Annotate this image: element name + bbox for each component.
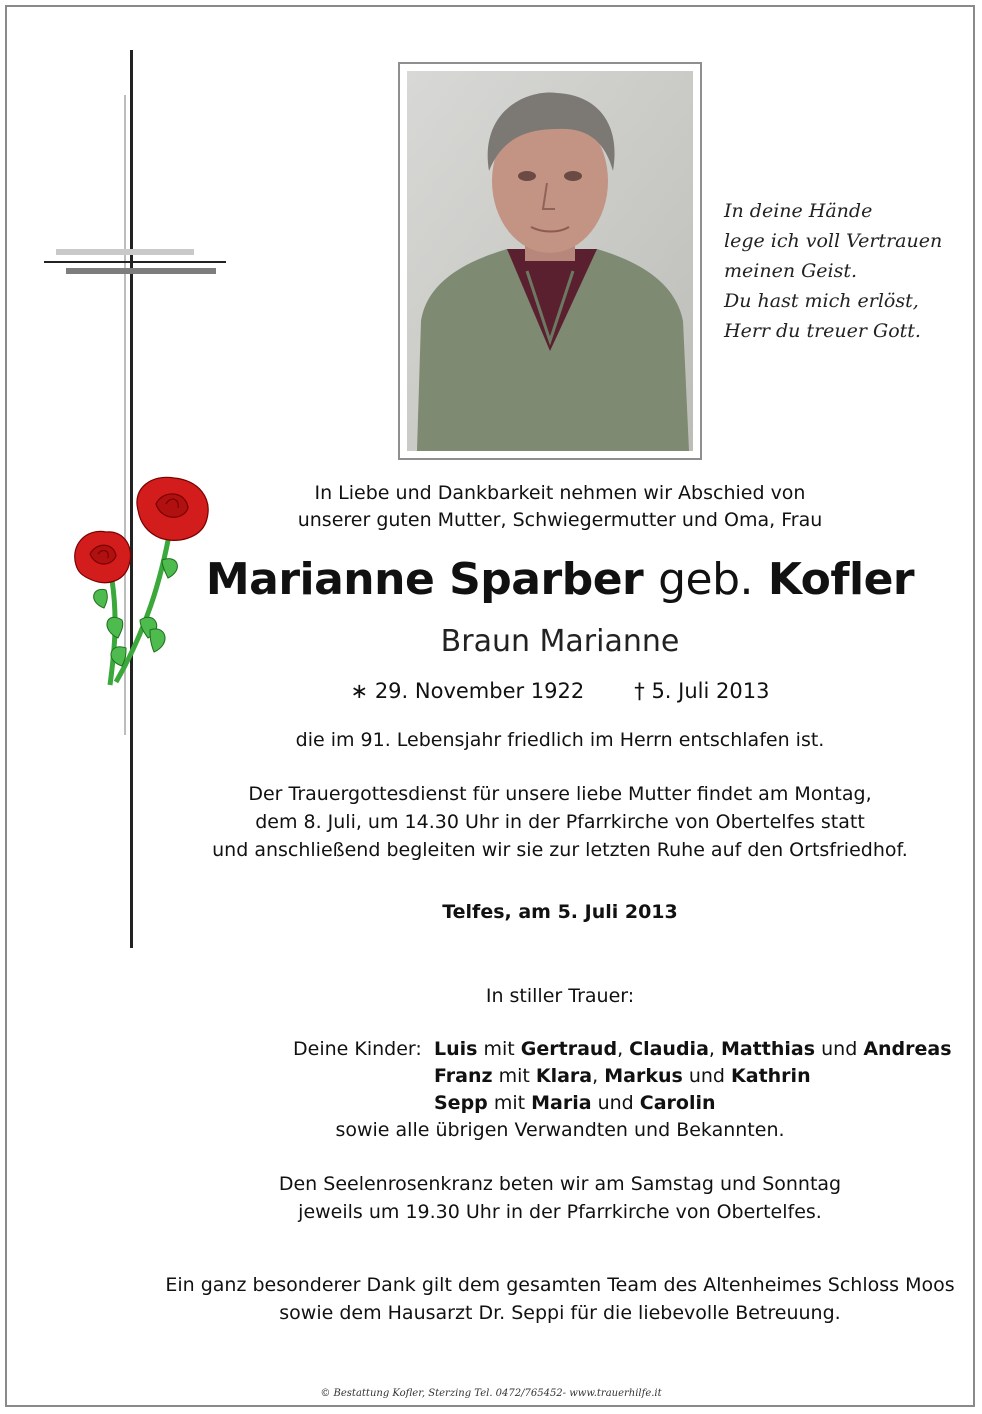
alias-name: Braun Marianne: [440, 624, 680, 659]
rose-bloom-left: [75, 531, 131, 582]
mourner-name: Klara: [535, 1065, 593, 1087]
connector: mit: [477, 1038, 521, 1060]
poem-line: meinen Geist.: [724, 260, 858, 282]
mourners-names: [434, 1090, 716, 1117]
cross-bar-light: [56, 249, 194, 255]
poem-line: In deine Hände: [724, 200, 873, 222]
rosary-line: Den Seelenrosenkranz beten wir am Samstag und Sonntag: [278, 1173, 842, 1195]
service-line: dem 8. Juli, um 14.30 Uhr in der Pfarrkirche von Obertelfes statt: [255, 811, 865, 833]
poem-verse: [724, 196, 964, 346]
mourner-name: Sepp: [434, 1092, 488, 1114]
mourner-name: Gertraud: [520, 1038, 618, 1060]
mourners-list: [160, 1036, 960, 1144]
mourner-name: Matthias: [721, 1038, 816, 1060]
footer-copyright: © Bestattung Kofler, Sterzing Tel. 0472/765452- www.trauerhilfe.it: [320, 1388, 662, 1399]
intro-text: [160, 480, 960, 534]
mourners-names: [434, 1063, 811, 1090]
passing-sentence: die im 91. Lebensjahr friedlich im Herrn entschlafen ist.: [295, 729, 825, 751]
relatives-line: sowie alle übrigen Verwandten und Bekannten.: [335, 1119, 785, 1141]
mourning-heading: In stiller Trauer:: [485, 985, 635, 1007]
intro-line: In Liebe und Dankbarkeit nehmen wir Abschied von: [314, 482, 806, 504]
connector: ,: [708, 1038, 721, 1060]
poem-line: Du hast mich erlöst,: [724, 290, 919, 312]
mourners-lead: Deine Kinder:: [293, 1038, 422, 1060]
connector: ,: [617, 1038, 630, 1060]
funeral-service-text: [160, 780, 960, 864]
service-line: Der Trauergottesdienst für unsere liebe Mutter findet am Montag,: [248, 783, 872, 805]
mourner-name: Claudia: [629, 1038, 709, 1060]
mourner-name: Maria: [531, 1092, 592, 1114]
connector: mit: [492, 1065, 536, 1087]
place-date: Telfes, am 5. Juli 2013: [442, 901, 678, 923]
portrait-photo: [398, 62, 702, 460]
mourner-name: Luis: [434, 1038, 478, 1060]
thanks-line: sowie dem Hausarzt Dr. Seppi für die liebevolle Betreuung.: [279, 1302, 841, 1324]
birth-date: ∗ 29. November 1922: [350, 679, 585, 703]
intro-line: unserer guten Mutter, Schwiegermutter und Oma, Frau: [297, 509, 823, 531]
connector: und: [682, 1065, 732, 1087]
connector: und: [591, 1092, 640, 1114]
mourners-names: [434, 1036, 952, 1063]
mourner-name: Markus: [604, 1065, 683, 1087]
mourner-name: Carolin: [639, 1092, 716, 1114]
life-dates: [160, 676, 960, 706]
full-name: Marianne Sparber: [205, 554, 644, 605]
rosary-text: [160, 1170, 960, 1226]
mourners-row: [160, 1063, 960, 1090]
maiden-name: Kofler: [767, 554, 915, 605]
connector: ,: [592, 1065, 605, 1087]
poem-line: lege ich voll Vertrauen: [724, 230, 943, 252]
cross-horizontal-beam: [44, 261, 226, 263]
poem-line: Herr du treuer Gott.: [724, 320, 921, 342]
rosary-line: jeweils um 19.30 Uhr in der Pfarrkirche von Obertelfes.: [298, 1201, 822, 1223]
thanks-text: [160, 1271, 960, 1327]
born-prefix: geb.: [658, 554, 753, 605]
mourners-row: [160, 1036, 960, 1063]
portrait-image: [407, 71, 693, 451]
death-date: † 5. Juli 2013: [634, 679, 770, 703]
deceased-name: [160, 552, 960, 608]
thanks-line: Ein ganz besonderer Dank gilt dem gesamten Team des Altenheimes Schloss Moos: [165, 1274, 955, 1296]
mourner-name: Kathrin: [731, 1065, 811, 1087]
mourners-row: [160, 1090, 960, 1117]
service-line: und anschließend begleiten wir sie zur letzten Ruhe auf den Ortsfriedhof.: [212, 839, 908, 861]
connector: und: [815, 1038, 864, 1060]
connector: mit: [487, 1092, 532, 1114]
mourner-name: Andreas: [863, 1038, 952, 1060]
mourner-name: Franz: [434, 1065, 493, 1087]
cross-bar-dark: [66, 268, 216, 274]
